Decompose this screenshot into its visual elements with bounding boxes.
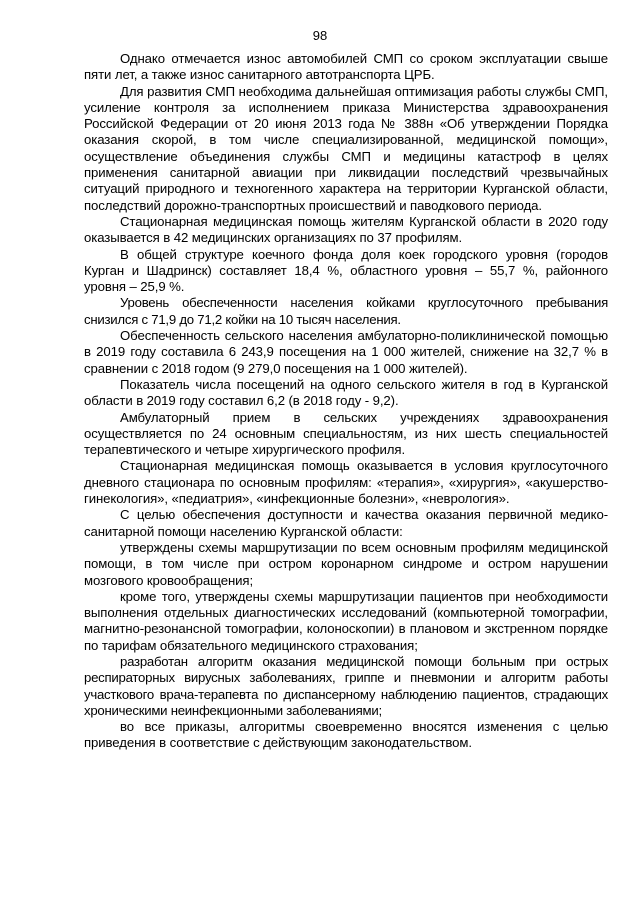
paragraph-primary-care-intro: С целью обеспечения доступности и качества оказания первичной медико-санитарной помощи населению Курганской области: [84,507,608,539]
paragraph-day-hospital: Стационарная медицинская помощь оказывается в условия круглосуточного дневного стационара по основным профилям: «терапия», «хирургия», «акушерство-гинекология», «педиатрия», «инфекционные болезни», «неврология». [84,458,608,507]
paragraph-visits-per-resident: Показатель числа посещений на одного сельского жителя в год в Курганской области в 2019 году составил 6,2 (в 2018 году - 9,2). [84,376,608,409]
paragraph-bed-structure: В общей структуре коечного фонда доля коек городского уровня (городов Курган и Шадринск) составляет 18,4 %, областного уровня – 55,7 %, районного уровня – 25,9 %. [84,246,608,295]
document-body [84,51,608,752]
paragraph-orders-updates: во все приказы, алгоритмы своевременно вносятся изменения с целью приведения в соответствие с действующим законодательством. [84,719,608,751]
paragraph-care-algorithm: разработан алгоритм оказания медицинской помощи больным при острых респираторных вирусных заболеваниях, гриппе и пневмонии и алгоритм работы участкового врача-терапевта по диспансерному наблюдению пациентов, страдающих хроническими неинфекционными заболеваниями; [84,653,608,718]
paragraph-inpatient-care: Стационарная медицинская помощь жителям Курганской области в 2020 году оказывается в 42 медицинских организациях по 37 профилям. [84,213,608,246]
paragraph-rural-outpatient: Обеспеченность сельского населения амбулаторно-поликлинической помощью в 2019 году составила 6 243,9 посещения на 1 000 жителей, снижение на 32,7 % в сравнении с 2018 годом (9 279,0 посещения на 1 000 жителей). [84,328,608,376]
paragraph-ambulance-wear: Однако отмечается износ автомобилей СМП со сроком эксплуатации свыше пяти лет, а также износ санитарного автотранспорта ЦРБ. [84,51,608,83]
paragraph-ambulance-optimization: Для развития СМП необходима дальнейшая оптимизация работы службы СМП, усиление контроля за исполнением приказа Министерства здравоохранения Российской Федерации от 20 июня 2013 года № 388н «Об утверждении Порядка оказания скорой, в том числе специализированной, медицинской помощи», осуществление объединения службы СМП и медицины катастроф в целях применения санитарной авиации при ликвидации последствий чрезвычайных ситуаций природного и техногенного характера на территории Курганской области, последствий дорожно-транспортных происшествий и паводкового периода. [84,83,608,213]
paragraph-bed-provision: Уровень обеспеченности населения койками круглосуточного пребывания снизился с 71,9 до 71,2 койки на 10 тысяч населения. [84,295,608,327]
paragraph-routing-schemes: утверждены схемы маршрутизации по всем основным профилям медицинской помощи, в том числе при остром коронарном синдроме и остром нарушении мозгового кровообращения; [84,539,608,588]
page-number: 98 [312,28,328,43]
paragraph-rural-specialties: Амбулаторный прием в сельских учреждениях здравоохранения осуществляется по 24 основным специальностям, из них шесть специальностей терапевтического и четыре хирургического профиля. [84,409,608,458]
paragraph-diagnostic-routing: кроме того, утверждены схемы маршрутизации пациентов при необходимости выполнения отдельных диагностических исследований (компьютерной томографии, магнитно-резонансной томографии, колоноскопии) в плановом и экстренном порядке по тарифам обязательного медицинского страхования; [84,588,608,653]
